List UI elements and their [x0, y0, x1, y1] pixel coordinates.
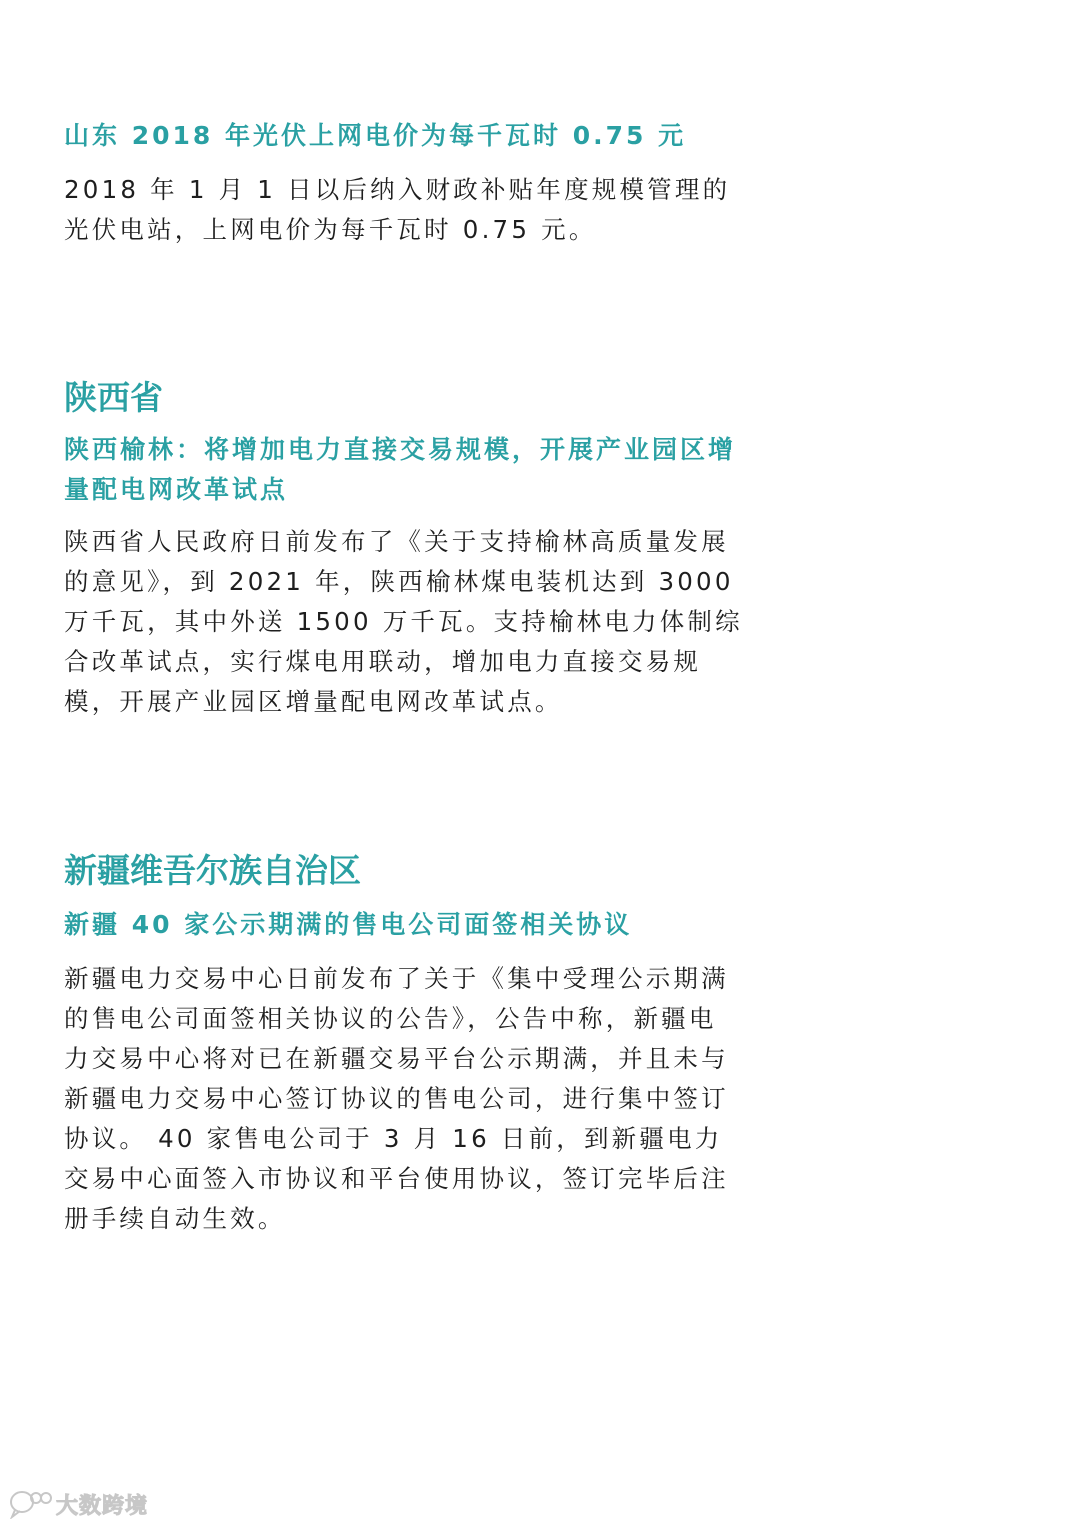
section-shandong: [64, 116, 744, 250]
section-shaanxi: [64, 376, 744, 722]
article-body: 陕西省人民政府日前发布了《关于支持榆林高质量发展的意见》，到 2021 年，陕西榆林煤电装机达到 3000 万千瓦，其中外送 1500 万千瓦。支持榆林电力体制综合改革试点，实行煤电用联动，增加电力直接交易规模，开展产业园区增量配电网改革试点。: [64, 527, 743, 716]
article-body: 2018 年 1 月 1 日以后纳入财政补贴年度规模管理的光伏电站，上网电价为每千瓦时 0.75 元。: [64, 175, 731, 244]
article-subheading: 陕西榆林：将增加电力直接交易规模，开展产业园区增量配电网改革试点: [64, 435, 737, 504]
section-xinjiang: [64, 849, 744, 1239]
region-heading: 新疆维吾尔族自治区: [64, 851, 361, 890]
article-subheading: 新疆 40 家公示期满的售电公司面签相关协议: [64, 910, 633, 939]
article-body: 新疆电力交易中心日前发布了关于《集中受理公示期满的售电公司面签相关协议的公告》，公告中称，新疆电力交易中心将对已在新疆交易平台公示期满，并且未与新疆电力交易中心签订协议的售电公司，进行集中签订协议。 40 家售电公司于 3 月 16 日前，到新疆电力交易中心面签入市协议和平台使用协议，签订完毕后注册手续自动生效。: [64, 964, 729, 1233]
speech-bubble-logo-icon: [8, 1489, 52, 1519]
article-subheading: 山东 2018 年光伏上网电价为每千瓦时 0.75 元: [64, 121, 687, 150]
watermark-text: 大数跨境: [56, 1493, 149, 1519]
watermark: [8, 1488, 148, 1520]
region-heading: 陕西省: [64, 378, 163, 417]
